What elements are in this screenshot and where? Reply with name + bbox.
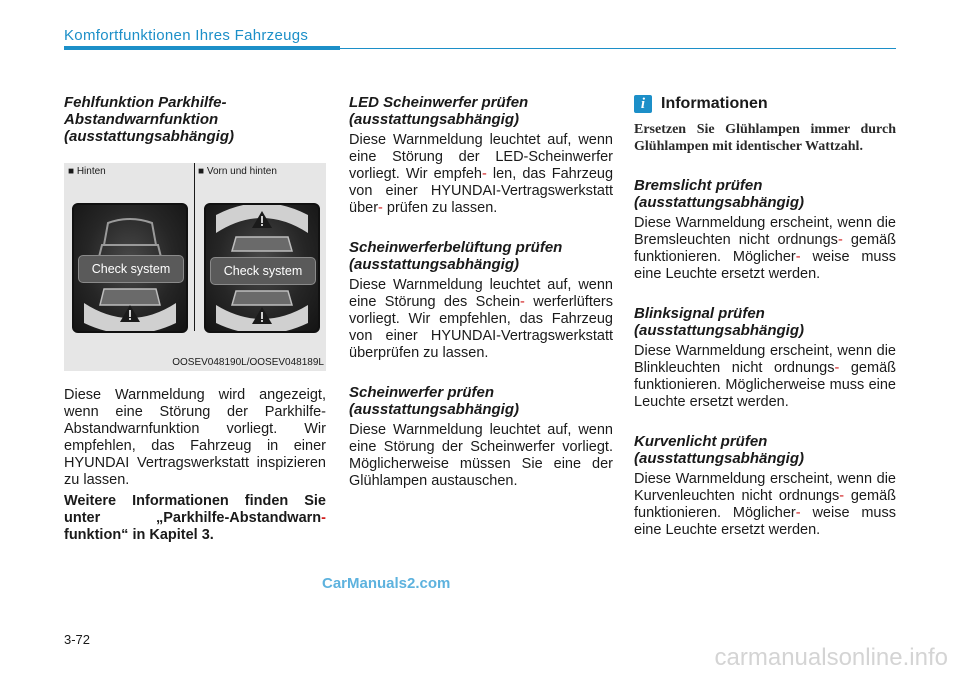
cluster-screen-rear — [72, 203, 188, 333]
header-rule-thick — [64, 46, 340, 50]
section-heading-ventilation: Scheinwerferbelüftung prüfen (ausstattungsabhängig) — [349, 239, 563, 273]
watermark-carmanualsonline: carmanualsonline.info — [714, 644, 948, 671]
page-number: 3-72 — [64, 632, 91, 647]
parking-paragraph-2: Weitere Informationen finden Sie unter „Parkhilfe-Abstandwarn- funktion“ in Kapitel 3. — [64, 493, 326, 543]
figure-divider — [194, 163, 195, 331]
watermark-carmanuals2[interactable]: CarManuals2.com — [322, 575, 451, 592]
header-rule-thin — [340, 48, 896, 49]
led-paragraph: Diese Warnmeldung leuchtet auf, wenn eine Störung der LED-Scheinwerfer vorliegt. Wir empfeh- len, das Fahrzeug von einer HYUNDAI-Vertragswerkstatt über- prüfen zu lassen. — [349, 132, 614, 216]
parking-paragraph-1: Diese Warnmeldung wird angezeigt, wenn eine Störung der Parkhilfe-Abstandwarnfunktion vorliegt. Wir empfehlen, das Fahrzeug in einer HYUNDAI Vertragswerkstatt inspizieren zu lassen. — [64, 387, 326, 488]
info-title: Informationen — [661, 95, 768, 112]
info-icon: i — [634, 95, 652, 113]
figure-label-right: ■ Vorn und hinten — [198, 166, 277, 177]
figure-label-left: ■ Hinten — [68, 166, 106, 177]
turn-signal-paragraph: Diese Warnmeldung erscheint, wenn die Blinkleuchten nicht ordnungs- gemäß funktionieren. Möglicherweise muss eine Leuchte ersetzt werden. — [634, 343, 896, 410]
cornering-paragraph: Diese Warnmeldung erscheint, wenn die Kurvenleuchten nicht ordnungs- gemäß funktionieren. Möglicher- weise muss eine Leuchte ersetzt werden. — [634, 471, 896, 538]
header-title: Komfortfunktionen Ihres Fahrzeugs — [64, 27, 309, 44]
info-text: Ersetzen Sie Glühlampen immer durch Glühlampen mit identischer Wattzahl. — [634, 122, 896, 154]
square-bullet-icon: ■ — [68, 166, 75, 177]
info-header — [634, 94, 896, 114]
ventilation-paragraph: Diese Warnmeldung leuchtet auf, wenn eine Störung des Schein- werferlüfters vorliegt. Wir empfehlen, das Fahrzeug von einer HYUNDAI-Vertragswerkstatt überprüfen zu lassen. — [349, 277, 614, 361]
section-heading-parking: Fehlfunktion Parkhilfe-Abstandwarnfunktion (ausstattungsabhängig) — [64, 94, 235, 145]
section-heading-led: LED Scheinwerfer prüfen (ausstattungsabhängig) — [349, 94, 529, 128]
check-system-message: Check system — [210, 257, 316, 285]
section-heading-brake: Bremslicht prüfen (ausstattungsabhängig) — [634, 177, 805, 211]
square-bullet-icon: ■ — [198, 166, 205, 177]
section-heading-headlamp: Scheinwerfer prüfen (ausstattungsabhängig) — [349, 384, 520, 418]
check-system-message: Check system — [78, 255, 184, 283]
column-middle — [349, 94, 613, 490]
headlamp-paragraph: Diese Warnmeldung leuchtet auf, wenn eine Störung der Scheinwerfer vorliegt. Möglicherweise müssen Sie eine der Glühlampen austauschen. — [349, 422, 613, 489]
figure-code: OOSEV048190L/OOSEV048189L — [172, 357, 324, 368]
brake-paragraph: Diese Warnmeldung erscheint, wenn die Bremsleuchten nicht ordnungs- gemäß funktionieren. Möglicher- weise muss eine Leuchte ersetzt werden. — [634, 215, 896, 282]
column-right — [634, 94, 896, 539]
section-heading-cornering: Kurvenlicht prüfen (ausstattungsabhängig) — [634, 433, 805, 467]
column-left — [64, 94, 326, 544]
section-heading-turn-signal: Blinksignal prüfen (ausstattungsabhängig) — [634, 305, 805, 339]
cluster-screen-front-rear — [204, 203, 320, 333]
figure-check-system — [64, 163, 326, 371]
